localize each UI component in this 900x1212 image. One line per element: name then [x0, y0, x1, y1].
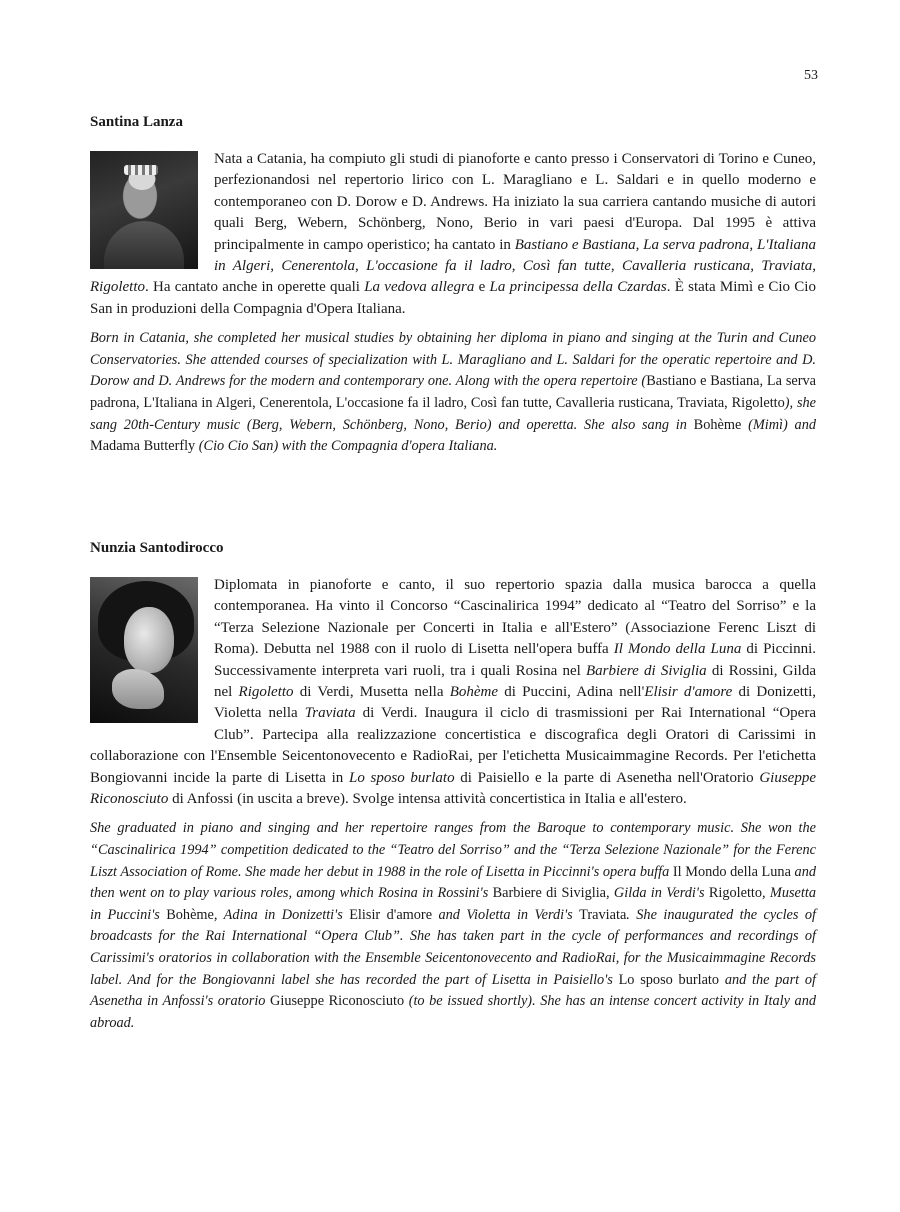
italic-title: Rigoletto — [238, 684, 294, 701]
italic-title: Traviata — [304, 705, 356, 722]
page-number: 53 — [804, 68, 818, 83]
biography-italian-text: Diplomata in pianoforte e canto, il suo repertorio spazia dalla musica barocca a quella contemporanea. Ha vinto il Concorso “Cascinalirica 1994” dedicato al “Teatro del Sorriso” e la “Terza Selezione Nazionale per Concerti in Italia e all'Estero” (Associazione Ferenc Liszt di Roma). Debutta nel 1988 con il ruolo di Lisetta nell'opera buffa Il Mondo della Luna di Piccinni. Successivamente interpreta vari ruoli, tra i quali Rosina nel Barbiere di Siviglia di Rossini, Gilda nel Rigoletto di Verdi, Musetta nella Bohème di Puccini, Adina nell'Elisir d'amore di Donizetti, Violetta nella Traviata di Verdi. Inaugura il ciclo di trasmissioni per Rai International “Opera Club”. Partecipa alla realizzazione concertistica e discografica degli Oratori di Carissimi in collaborazione con l'Ensemble Seicentonovecento e RadioRai, per l'etichetta Musicaimmagine Records. Per l'etichetta Bongiovanni incide la parte di Lisetta in Lo sposo burlato di Paisiello e la parte di Asenetha nell'Oratorio Giuseppe Riconosciuto di Anfossi (in uscita a breve). Svolge intensa attività concertistica in Italia e all'estero. — [90, 577, 816, 808]
italic-title: Barbiere di Siviglia — [586, 662, 707, 679]
work-title: Giuseppe Riconosciuto — [270, 993, 405, 1010]
work-title: Il Mondo della Luna — [672, 863, 791, 880]
work-title: Lo sposo burlato — [618, 971, 720, 988]
biography-english-text: Born in Catania, she completed her musical studies by obtaining her diploma in piano and singing at the Turin and Cuneo Conservatories. She attended courses of specialization with L. Maragliano and L. Saldari for the operatic repertoire and D. Dorow and D. Andrews for the modern and contemporary one. Along with the opera repertoire (Bastiano e Bastiana, La serva padrona, L'Italiana in Algeri, Cenerentola, L'occasione fa il ladro, Così fan tutte, Cavalleria rusticana, Traviata, Rigoletto), she sang 20th-Century music (Berg, Webern, Schönberg, Nono, Berio) and operetta. She also sang in Bohème (Mimì) and Madama Butterfly (Cio Cio San) with the Compagnia d'opera Italiana. — [90, 330, 817, 455]
italic-title: Bastiano e Bastiana, La serva padrona, L'Italiana in Algeri, Cenerentola, L'occasione fa il ladro, Così fan tutte, Cavalleria rusticana, Traviata, Rigoletto — [90, 236, 816, 296]
work-title: Rigoletto — [708, 885, 763, 902]
italic-title: La vedova allegra — [364, 279, 475, 296]
performer-name: Santina Lanza — [90, 114, 183, 130]
work-title: Bohème — [166, 906, 214, 923]
work-title: Bastiano e Bastiana, La serva padrona, L'Italiana in Algeri, Cenerentola, L'occasione fa il ladro, Così fan tutte, Cavalleria rusticana, Traviata, Rigoletto — [90, 373, 816, 412]
italic-title: Bohème — [449, 684, 499, 701]
work-title: Madama Butterfly — [90, 438, 196, 455]
work-title: Traviata — [579, 906, 627, 923]
portrait-photo-nunzia-santodirocco — [90, 577, 198, 723]
italic-title: Lo sposo burlato — [349, 769, 455, 786]
italic-title: Giuseppe Riconosciuto — [90, 769, 816, 808]
biography-italian-text: Nata a Catania, ha compiuto gli studi di pianoforte e canto presso i Conservatori di Torino e Cuneo, perfezionandosi nel repertorio lirico con L. Maragliano e L. Saldari e in quello moderno e contemporaneo con D. Dorow e D. Andrews. Ha iniziato la sua carriera cantando musiche di autori quali Berg, Webern, Schönberg, Nono, Berio in vari paesi d'Europa. Dal 1995 è attiva principalmente in campo operistico; ha cantato in Bastiano e Bastiana, La serva padrona, L'Italiana in Algeri, Cenerentola, L'occasione fa il ladro, Così fan tutte, Cavalleria rusticana, Traviata, Rigoletto. Ha cantato anche in operette quali La vedova allegra e La principessa della Czardas. È stata Mimì e Cio Cio San in produzioni della Compagnia d'Opera Italiana. — [90, 151, 816, 317]
italic-title: La principessa della Czardas — [489, 279, 667, 296]
italic-title: Elisir d'amore — [644, 684, 733, 701]
biography-santina-lanza — [90, 114, 816, 458]
work-title: Elisir d'amore — [349, 906, 433, 923]
work-title: Barbiere di Siviglia — [492, 885, 607, 902]
work-title: Bohème — [693, 416, 742, 433]
biography-english-text: She graduated in piano and singing and her repertoire ranges from the Baroque to contemporary music. She won the “Cascinalirica 1994” competition dedicated to the “Teatro del Sorriso” and the “Terza Selezione Nazionale” for the Ferenc Liszt Association of Rome. She made her debut in 1988 in the role of Lisetta in Piccinni's opera buffa Il Mondo della Luna and then went on to play various roles, among which Rosina in Rossini's Barbiere di Siviglia, Gilda in Verdi's Rigoletto, Musetta in Puccini's Bohème, Adina in Donizetti's Elisir d'amore and Violetta in Verdi's Traviata. She inaugurated the cycles of broadcasts for the Rai International “Opera Club”. She has taken part in the cycle of performances and recordings of Carissimi's oratorios in collaboration with the Ensemble Seicentonovecento and RadioRai, for the Musicaimmagine Records label. And for the Bongiovanni label she has recorded the part of Lisetta in Paisiello's Lo sposo burlato and the part of Asenetha in Anfossi's oratorio Giuseppe Riconosciuto (to be issued shortly). She has an intense concert activity in Italy and abroad. — [90, 820, 817, 1031]
italic-title: Il Mondo della Luna — [613, 641, 742, 658]
biography-nunzia-santodirocco — [90, 540, 816, 1034]
performer-name: Nunzia Santodirocco — [90, 540, 224, 556]
portrait-photo-santina-lanza — [90, 151, 198, 269]
